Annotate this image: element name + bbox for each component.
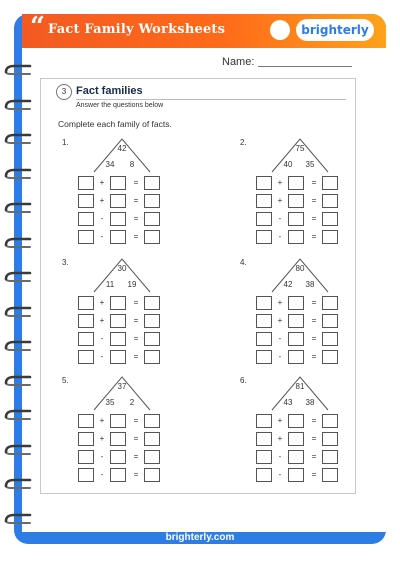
answer-box[interactable] — [144, 296, 160, 310]
binding-ring-icon — [4, 64, 32, 76]
answer-box[interactable] — [144, 212, 160, 226]
answer-box[interactable] — [256, 350, 272, 364]
answer-box[interactable] — [144, 230, 160, 244]
answer-box[interactable] — [288, 296, 304, 310]
fact-family-problem — [240, 138, 370, 253]
brand-name: brighterly — [301, 23, 369, 37]
section-subtitle: Answer the questions below — [76, 102, 164, 109]
equals-sign: = — [311, 434, 317, 443]
equals-sign: = — [311, 178, 317, 187]
operator-sign: - — [278, 352, 282, 361]
operator-sign: - — [100, 352, 104, 361]
equals-sign: = — [311, 196, 317, 205]
answer-box[interactable] — [78, 194, 94, 208]
fact-family-problem — [240, 376, 370, 491]
answer-box[interactable] — [110, 350, 126, 364]
operator-sign: - — [100, 452, 104, 461]
operator-sign: + — [277, 298, 283, 307]
instruction-text: Complete each family of facts. — [58, 119, 172, 129]
triangle-top-number: 30 — [117, 264, 127, 273]
triangle-right-number: 8 — [129, 160, 135, 169]
triangle-left-number: 34 — [105, 160, 115, 169]
fact-family-problem — [240, 258, 370, 373]
answer-box[interactable] — [322, 212, 338, 226]
fact-family-problem — [62, 258, 192, 373]
answer-box[interactable] — [144, 314, 160, 328]
equals-sign: = — [133, 334, 139, 343]
header-circle-icon — [270, 20, 290, 40]
equals-sign: = — [311, 334, 317, 343]
answer-box[interactable] — [110, 314, 126, 328]
answer-box[interactable] — [288, 230, 304, 244]
operator-sign: + — [99, 178, 105, 187]
answer-box[interactable] — [110, 468, 126, 482]
answer-box[interactable] — [322, 314, 338, 328]
answer-box[interactable] — [288, 176, 304, 190]
triangle-right-number: 38 — [305, 398, 315, 407]
answer-box[interactable] — [322, 350, 338, 364]
answer-box[interactable] — [144, 432, 160, 446]
equals-sign: = — [133, 298, 139, 307]
answer-box[interactable] — [110, 176, 126, 190]
brand-logo[interactable] — [296, 19, 374, 41]
answer-box[interactable] — [256, 194, 272, 208]
operator-sign: + — [277, 196, 283, 205]
problem-number: 2. — [240, 138, 247, 147]
answer-box[interactable] — [110, 212, 126, 226]
triangle-right-number: 35 — [305, 160, 315, 169]
answer-box[interactable] — [322, 332, 338, 346]
triangle-top-number: 81 — [295, 382, 305, 391]
answer-box[interactable] — [78, 332, 94, 346]
answer-box[interactable] — [144, 332, 160, 346]
operator-sign: + — [99, 316, 105, 325]
equals-sign: = — [311, 416, 317, 425]
answer-box[interactable] — [144, 176, 160, 190]
problem-number: 1. — [62, 138, 69, 147]
answer-box[interactable] — [144, 414, 160, 428]
equals-sign: = — [133, 178, 139, 187]
answer-box[interactable] — [256, 176, 272, 190]
answer-box[interactable] — [110, 296, 126, 310]
section-number: 3 — [56, 84, 72, 100]
answer-box[interactable] — [144, 350, 160, 364]
worksheet-title: Fact Family Worksheets — [48, 22, 226, 37]
answer-box[interactable] — [78, 314, 94, 328]
equals-sign: = — [311, 470, 317, 479]
answer-box[interactable] — [144, 468, 160, 482]
answer-box[interactable] — [256, 432, 272, 446]
triangle-left-number: 40 — [283, 160, 293, 169]
answer-box[interactable] — [78, 230, 94, 244]
answer-box[interactable] — [322, 176, 338, 190]
answer-box[interactable] — [322, 432, 338, 446]
operator-sign: - — [100, 214, 104, 223]
equals-sign: = — [133, 352, 139, 361]
answer-box[interactable] — [288, 414, 304, 428]
answer-box[interactable] — [78, 176, 94, 190]
answer-box[interactable] — [288, 350, 304, 364]
answer-box[interactable] — [110, 194, 126, 208]
triangle-top-number: 37 — [117, 382, 127, 391]
binding-ring-icon — [4, 202, 32, 214]
answer-box[interactable] — [110, 332, 126, 346]
answer-box[interactable] — [322, 194, 338, 208]
answer-box[interactable] — [144, 194, 160, 208]
binding-ring-icon — [4, 340, 32, 352]
triangle-top-number: 80 — [295, 264, 305, 273]
answer-box[interactable] — [256, 332, 272, 346]
fact-family-problem — [62, 138, 192, 253]
answer-box[interactable] — [110, 414, 126, 428]
answer-box[interactable] — [256, 450, 272, 464]
footer-url: brighterly.com — [165, 532, 235, 543]
operator-sign: - — [100, 232, 104, 241]
answer-box[interactable] — [288, 468, 304, 482]
operator-sign: - — [100, 470, 104, 479]
operator-sign: + — [99, 416, 105, 425]
answer-box[interactable] — [322, 414, 338, 428]
binding-ring-icon — [4, 513, 32, 525]
answer-box[interactable] — [78, 450, 94, 464]
binding-ring-icon — [4, 409, 32, 421]
answer-box[interactable] — [256, 314, 272, 328]
binding-ring-icon — [4, 133, 32, 145]
answer-box[interactable] — [256, 296, 272, 310]
answer-box[interactable] — [78, 432, 94, 446]
name-field[interactable] — [258, 66, 352, 67]
operator-sign: - — [278, 452, 282, 461]
operator-sign: + — [277, 316, 283, 325]
equals-sign: = — [133, 214, 139, 223]
equals-sign: = — [133, 434, 139, 443]
problem-number: 5. — [62, 376, 69, 385]
triangle-top-number: 42 — [117, 144, 127, 153]
operator-sign: + — [99, 196, 105, 205]
answer-box[interactable] — [78, 296, 94, 310]
triangle-right-number: 19 — [127, 280, 137, 289]
answer-box[interactable] — [110, 450, 126, 464]
equals-sign: = — [311, 316, 317, 325]
operator-sign: + — [99, 298, 105, 307]
triangle-left-number: 35 — [105, 398, 115, 407]
answer-box[interactable] — [288, 314, 304, 328]
equals-sign: = — [133, 416, 139, 425]
answer-box[interactable] — [110, 230, 126, 244]
operator-sign: - — [100, 334, 104, 343]
answer-box[interactable] — [78, 350, 94, 364]
quote-icon: “ — [30, 12, 45, 42]
equals-sign: = — [133, 452, 139, 461]
equals-sign: = — [311, 232, 317, 241]
answer-box[interactable] — [322, 468, 338, 482]
answer-box[interactable] — [78, 468, 94, 482]
equals-sign: = — [311, 214, 317, 223]
binding-ring-icon — [4, 306, 32, 318]
operator-sign: + — [99, 434, 105, 443]
operator-sign: + — [277, 178, 283, 187]
operator-sign: + — [277, 416, 283, 425]
equals-sign: = — [133, 470, 139, 479]
triangle-left-number: 43 — [283, 398, 293, 407]
name-label: Name: — [222, 56, 255, 68]
binding-ring-icon — [4, 99, 32, 111]
binding-ring-icon — [4, 237, 32, 249]
operator-sign: - — [278, 232, 282, 241]
triangle-right-number: 2 — [129, 398, 135, 407]
binding-ring-icon — [4, 271, 32, 283]
equals-sign: = — [311, 352, 317, 361]
answer-box[interactable] — [288, 194, 304, 208]
answer-box[interactable] — [322, 296, 338, 310]
operator-sign: + — [277, 434, 283, 443]
triangle-top-number: 75 — [295, 144, 305, 153]
answer-box[interactable] — [256, 414, 272, 428]
operator-sign: - — [278, 470, 282, 479]
answer-box[interactable] — [256, 212, 272, 226]
answer-box[interactable] — [256, 230, 272, 244]
binding-ring-icon — [4, 168, 32, 180]
equals-sign: = — [311, 298, 317, 307]
binding-ring-icon — [4, 478, 32, 490]
answer-box[interactable] — [288, 332, 304, 346]
binding-ring-icon — [4, 375, 32, 387]
section-divider — [76, 99, 346, 100]
operator-sign: - — [278, 214, 282, 223]
triangle-left-number: 42 — [283, 280, 293, 289]
answer-box[interactable] — [322, 230, 338, 244]
answer-box[interactable] — [144, 450, 160, 464]
answer-box[interactable] — [78, 212, 94, 226]
answer-box[interactable] — [256, 468, 272, 482]
answer-box[interactable] — [322, 450, 338, 464]
answer-box[interactable] — [78, 414, 94, 428]
binding-ring-icon — [4, 444, 32, 456]
problem-number: 4. — [240, 258, 247, 267]
operator-sign: - — [278, 334, 282, 343]
answer-box[interactable] — [288, 212, 304, 226]
fact-family-problem — [62, 376, 192, 491]
answer-box[interactable] — [288, 450, 304, 464]
answer-box[interactable] — [110, 432, 126, 446]
section-title: Fact families — [76, 85, 143, 97]
equals-sign: = — [133, 232, 139, 241]
equals-sign: = — [133, 196, 139, 205]
problem-number: 6. — [240, 376, 247, 385]
equals-sign: = — [133, 316, 139, 325]
answer-box[interactable] — [288, 432, 304, 446]
problem-number: 3. — [62, 258, 69, 267]
triangle-right-number: 38 — [305, 280, 315, 289]
triangle-left-number: 11 — [105, 280, 115, 289]
equals-sign: = — [311, 452, 317, 461]
